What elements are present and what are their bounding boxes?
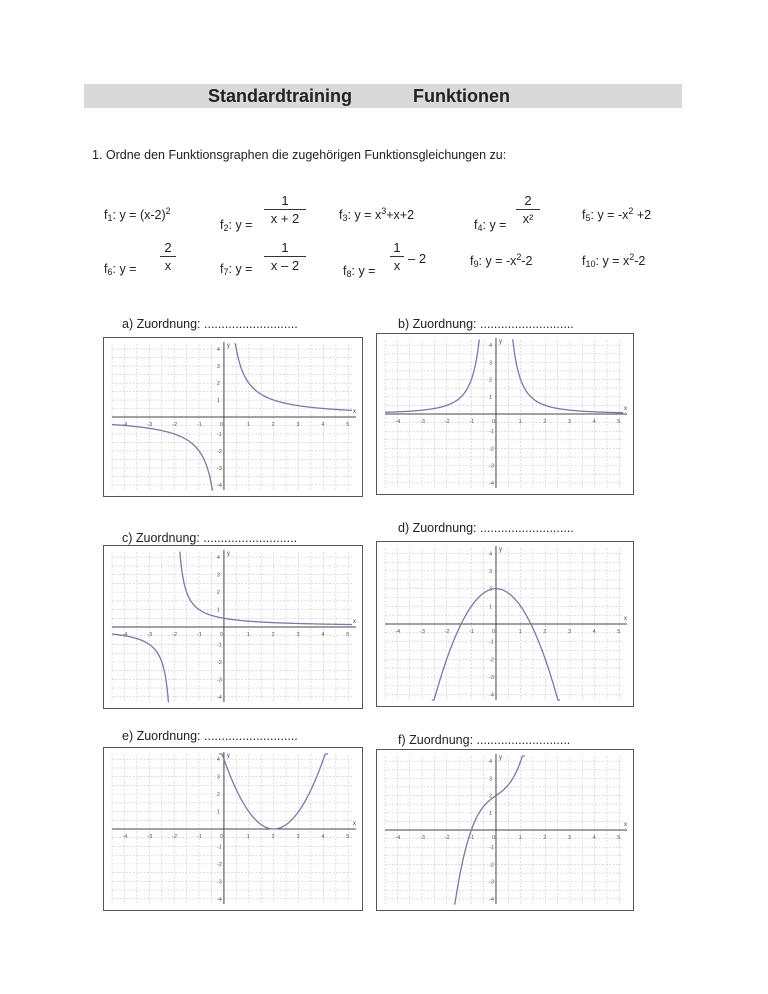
y-tick-label: 2 (488, 793, 493, 800)
graph-a (103, 337, 363, 497)
graph-b (376, 333, 634, 495)
x-axis-label: x (624, 616, 627, 622)
x-tick-label: -4 (395, 835, 401, 841)
x-tick-label: 0 (219, 422, 223, 428)
y-tick-label: 2 (216, 590, 220, 597)
y-tick-label: -3 (488, 879, 494, 886)
x-tick-label: -2 (444, 419, 450, 425)
assignment-c[interactable]: c) Zuordnung: ........................... (122, 531, 298, 545)
fraction-f6: 2 x (160, 240, 176, 273)
assignment-f[interactable]: f) Zuordnung: ........................... (398, 733, 571, 747)
x-tick-label: -3 (419, 419, 425, 425)
x-tick-label: -2 (172, 422, 178, 428)
equation-f7: $f_7$: y = (220, 262, 253, 277)
y-axis-label: y (226, 753, 230, 759)
y-tick-label: -4 (216, 694, 222, 701)
x-tick-label: 4 (321, 422, 325, 428)
x-axis-label: x (353, 619, 356, 625)
equation-f9: $f_9$: $y = -x^2-2$ (470, 252, 533, 269)
x-tick-label: 1 (246, 422, 250, 428)
y-tick-label: 4 (488, 551, 493, 558)
x-tick-label: 3 (567, 629, 572, 635)
function-curve (385, 340, 623, 413)
x-tick-label: 5 (617, 835, 621, 841)
x-tick-label: 5 (617, 629, 621, 635)
equation-f2: $f_2$: y = (220, 218, 253, 233)
y-tick-label: -2 (488, 657, 494, 664)
y-tick-label: 1 (488, 604, 493, 611)
equation-f8: $f_8$: y = (343, 264, 376, 279)
y-tick-label: 4 (488, 759, 493, 766)
x-tick-label: -4 (395, 419, 401, 425)
title-funktionen: Funktionen (413, 86, 510, 106)
y-tick-label: 2 (488, 377, 493, 384)
x-tick-label: 0 (491, 629, 496, 635)
equation-f4: $f_4$: y = (474, 218, 507, 233)
equation-f5: $f_5$: $y = -x^2 +2$ (582, 206, 652, 223)
x-tick-label: -3 (147, 422, 153, 428)
y-tick-label: -1 (216, 642, 222, 649)
y-tick-label: 1 (488, 810, 493, 817)
y-tick-label: 2 (488, 586, 493, 593)
y-tick-label: -3 (488, 675, 494, 682)
x-tick-label: -2 (444, 835, 450, 841)
equation-f6: $f_6$: y = (104, 262, 137, 277)
x-tick-label: 3 (296, 422, 300, 428)
y-tick-label: -3 (216, 879, 222, 886)
x-tick-label: -1 (469, 419, 475, 425)
x-tick-label: -2 (172, 834, 178, 840)
graph-c-svg (104, 546, 362, 708)
y-tick-label: -2 (488, 862, 494, 869)
y-tick-label: 4 (216, 555, 220, 562)
y-tick-label: -4 (216, 482, 222, 489)
x-tick-label: -4 (122, 422, 128, 428)
x-tick-label: -4 (122, 834, 128, 840)
y-tick-label: -4 (488, 692, 494, 699)
task-instruction: 1. Ordne den Funktionsgraphen die zugehörigen Funktionsgleichungen zu: (92, 148, 507, 162)
x-tick-label: 4 (592, 629, 596, 635)
x-tick-label: 3 (567, 419, 572, 425)
y-tick-label: 1 (488, 394, 493, 401)
assignment-a[interactable]: a) Zuordnung: ........................... (122, 317, 298, 331)
y-tick-label: 3 (488, 568, 493, 575)
graph-d-svg (377, 542, 633, 706)
y-axis-label: y (226, 551, 230, 557)
y-tick-label: -3 (488, 463, 494, 470)
x-tick-label: -1 (469, 629, 475, 635)
y-tick-label: 1 (216, 607, 220, 614)
x-tick-label: -2 (444, 629, 450, 635)
y-tick-label: -4 (488, 896, 494, 903)
x-tick-label: -3 (147, 632, 153, 638)
y-tick-label: -2 (216, 659, 222, 666)
y-tick-label: -3 (216, 677, 222, 684)
fraction-f4: 2 x² (516, 193, 540, 226)
x-tick-label: -1 (197, 834, 202, 840)
x-axis-label: x (624, 822, 627, 828)
x-tick-label: 5 (617, 419, 621, 425)
y-tick-label: -4 (216, 896, 222, 903)
graph-d (376, 541, 634, 707)
x-axis-label: x (624, 406, 627, 412)
x-tick-label: 2 (271, 422, 275, 428)
x-tick-label: 5 (346, 834, 350, 840)
fraction-f2: 1 x + 2 (264, 193, 306, 226)
x-tick-label: 0 (219, 834, 223, 840)
x-tick-label: 1 (518, 629, 522, 635)
y-tick-label: -2 (216, 861, 222, 868)
y-tick-label: 3 (216, 572, 220, 579)
y-axis-label: y (226, 343, 230, 349)
x-tick-label: 0 (491, 835, 496, 841)
y-tick-label: 4 (216, 347, 220, 354)
y-axis-label: y (498, 547, 502, 553)
graph-c (103, 545, 363, 709)
title-standardtraining: Standardtraining (208, 86, 353, 106)
x-tick-label: -1 (469, 835, 475, 841)
x-tick-label: 5 (346, 422, 350, 428)
y-tick-label: 1 (216, 398, 220, 405)
y-axis-label: y (498, 339, 502, 345)
x-tick-label: -2 (172, 632, 178, 638)
equation-f8-tail: – 2 (408, 251, 427, 266)
x-tick-label: -3 (419, 835, 425, 841)
y-tick-label: -1 (216, 844, 222, 851)
x-tick-label: 1 (518, 835, 522, 841)
y-tick-label: 4 (488, 343, 493, 350)
x-tick-label: 2 (271, 632, 275, 638)
x-tick-label: -4 (122, 632, 128, 638)
x-tick-label: 4 (321, 834, 325, 840)
x-tick-label: 1 (246, 632, 250, 638)
graph-a-svg (104, 338, 362, 496)
x-tick-label: 2 (543, 419, 547, 425)
x-tick-label: 0 (491, 419, 496, 425)
y-tick-label: 3 (216, 364, 220, 371)
title-bar (84, 84, 682, 108)
x-tick-label: -4 (395, 629, 401, 635)
y-tick-label: -3 (216, 465, 222, 472)
equation-f1: $f_1$: $y = (x-2)^2$ (104, 206, 171, 223)
x-tick-label: -3 (419, 629, 425, 635)
graph-e-svg (104, 748, 362, 910)
x-tick-label: 2 (543, 835, 547, 841)
y-tick-label: 2 (216, 792, 220, 799)
y-tick-label: -1 (488, 429, 494, 436)
x-tick-label: 1 (246, 834, 250, 840)
y-tick-label: -1 (216, 431, 222, 438)
x-tick-label: 3 (296, 834, 300, 840)
equation-f10: $f_{10}$: $y = x^2-2$ (582, 252, 646, 269)
y-tick-label: 3 (488, 360, 493, 367)
y-tick-label: 1 (216, 809, 220, 816)
x-tick-label: 4 (321, 632, 325, 638)
fraction-f8: 1 x (390, 240, 404, 273)
x-tick-label: -3 (147, 834, 153, 840)
x-tick-label: 2 (543, 629, 547, 635)
y-tick-label: -2 (488, 446, 494, 453)
y-tick-label: -2 (216, 448, 222, 455)
graph-f (376, 749, 634, 911)
x-axis-label: x (353, 409, 356, 415)
y-tick-label: -4 (488, 480, 494, 487)
y-axis-label: y (498, 755, 502, 761)
fraction-f7: 1 x – 2 (264, 240, 306, 273)
assignment-e[interactable]: e) Zuordnung: ........................... (122, 729, 298, 743)
assignment-d[interactable]: d) Zuordnung: ........................... (398, 521, 574, 535)
x-tick-label: 1 (518, 419, 522, 425)
x-tick-label: 4 (592, 835, 596, 841)
x-tick-label: 4 (592, 419, 596, 425)
y-tick-label: 3 (216, 774, 220, 781)
x-tick-label: -1 (197, 632, 202, 638)
y-tick-label: 2 (216, 381, 220, 388)
y-tick-label: -1 (488, 639, 494, 646)
y-tick-label: 3 (488, 776, 493, 783)
x-axis-label: x (353, 821, 356, 827)
assignment-b[interactable]: b) Zuordnung: ........................... (398, 317, 574, 331)
x-tick-label: -1 (197, 422, 202, 428)
y-tick-label: -1 (488, 845, 494, 852)
x-tick-label: 3 (296, 632, 300, 638)
x-tick-label: 3 (567, 835, 572, 841)
x-tick-label: 5 (346, 632, 350, 638)
x-tick-label: 0 (219, 632, 223, 638)
graph-b-svg (377, 334, 633, 494)
graph-e (103, 747, 363, 911)
x-tick-label: 2 (271, 834, 275, 840)
equation-f3: $f_3$: $y = x^3+x+2$ (339, 206, 415, 223)
graph-f-svg (377, 750, 633, 910)
y-tick-label: 4 (216, 757, 220, 764)
